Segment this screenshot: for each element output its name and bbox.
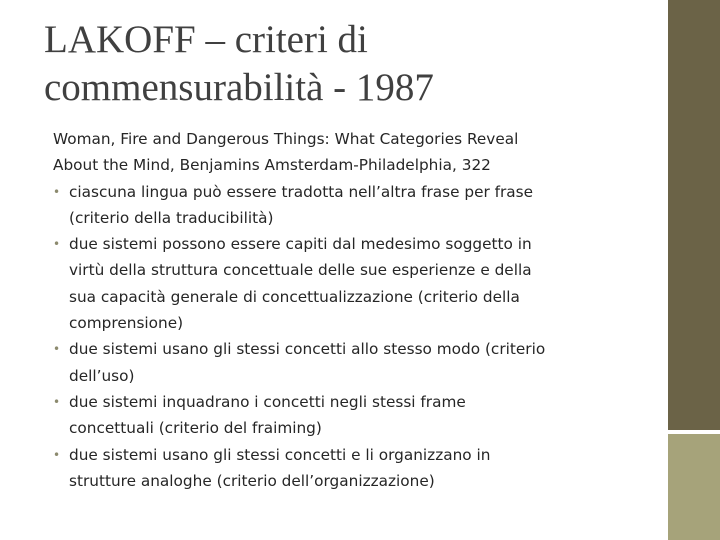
criterion-item <box>53 442 663 495</box>
bullet-icon: • <box>53 342 61 357</box>
reference-line: Woman, Fire and Dangerous Things: What Categories Reveal <box>53 130 519 148</box>
criterion-line: due sistemi usano gli stessi concetti allo stesso modo (criterio <box>69 340 546 359</box>
criterion-line: (criterio della traducibilità) <box>69 208 274 227</box>
criterion-line: strutture analoghe (criterio dell’organizzazione) <box>69 471 435 490</box>
criterion-line: concettuali (criterio del fraiming) <box>69 419 322 438</box>
sidebar-accent-light <box>668 434 720 540</box>
title-line: commensurabilità - 1987 <box>44 66 434 109</box>
criteria-list <box>53 179 663 495</box>
slide-title <box>44 16 644 112</box>
criterion-item <box>53 179 663 232</box>
criterion-item <box>53 231 663 336</box>
criterion-line: due sistemi inquadrano i concetti negli stessi frame <box>69 392 466 411</box>
criterion-line: dell’uso) <box>69 366 135 385</box>
bullet-icon: • <box>53 184 61 199</box>
criterion-line: virtù della struttura concettuale delle sue esperienze e della <box>69 261 532 280</box>
book-reference <box>53 126 663 179</box>
bullet-icon: • <box>53 447 61 462</box>
bullet-icon: • <box>53 237 61 252</box>
slide-body <box>53 126 663 494</box>
criterion-line: due sistemi usano gli stessi concetti e li organizzano in <box>69 445 491 464</box>
criterion-line: comprensione) <box>69 314 184 333</box>
bullet-icon: • <box>53 394 61 409</box>
title-line: LAKOFF – criteri di <box>44 18 368 61</box>
criterion-item <box>53 336 663 389</box>
sidebar-accent-dark <box>668 0 720 430</box>
reference-line: About the Mind, Benjamins Amsterdam-Philadelphia, 322 <box>53 156 491 175</box>
criterion-line: sua capacità generale di concettualizzazione (criterio della <box>69 287 520 306</box>
criterion-line: ciascuna lingua può essere tradotta nell’altra frase per frase <box>69 182 534 201</box>
criterion-line: due sistemi possono essere capiti dal medesimo soggetto in <box>69 235 532 254</box>
criterion-item <box>53 389 663 442</box>
